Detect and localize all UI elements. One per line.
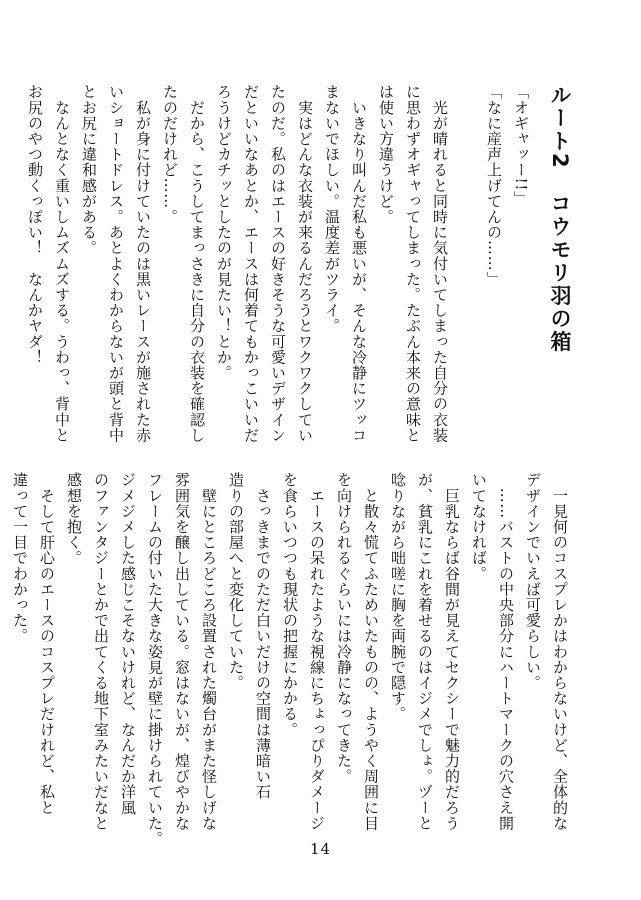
text-line: を向けられるぐらいには冷静になってきた。 [335, 472, 353, 784]
text-line: だから、こうしてまっさきに自分の衣装を確認し [188, 84, 206, 443]
text-line: いショートドレス。あとよくわからないが頭と背中 [107, 84, 125, 443]
text-line: 「なに産声上げてんの……」 [485, 84, 503, 287]
text-line: お尻のやつ動くっぽい！ なんかヤダ！ [26, 84, 44, 365]
page-number: 14 [309, 840, 332, 858]
text-line: たのだ。私のはエースの好きそうな可愛いデザイン [269, 84, 287, 443]
text-line: ジメジメした感じこそないけれど、なんだか洋風 [119, 472, 137, 816]
text-line: を食らいつつも現状の把握にかかる。 [281, 472, 299, 738]
text-line: に思わずオギャってしまった。たぶん本来の意味と [404, 84, 422, 443]
text-line: 一見何のコスプレかはわからないけど、全体的な [551, 472, 569, 831]
text-line: まないでほしい。温度差がツライ。 [323, 84, 341, 334]
text-line: 壁にところどころ設置された燭台がまた怪しげな [200, 472, 218, 831]
text-line: ろうけどカチッとしたのが見たい！とか。 [215, 84, 233, 381]
text-line: 造りの部屋へと変化していた。 [227, 472, 245, 691]
text-line: 感想を抱く。 [65, 472, 83, 566]
lower-text-block [6, 472, 573, 847]
text-line: は使い方違うけど。 [377, 84, 395, 225]
text-line: とお尻に違和感がある。 [80, 84, 98, 256]
text-line: 光が晴れると同時に気付いてしまった自分の衣装 [431, 84, 449, 443]
text-line: 巨乳ならば谷間が見えてセクシーで魅力的だろう [443, 472, 461, 831]
text-line: なんとなく重いしムズムズする。うわっ、背中と [53, 84, 71, 443]
text-line: と散々慌てふためいたものの、ようやく周囲に目 [362, 472, 380, 831]
text-line: デザインでいえば可愛らしい。 [524, 472, 542, 691]
text-line: いてなければ。 [470, 472, 488, 582]
text-line: 「オギャッー!!」 [512, 84, 530, 207]
text-line: のファンタジーとかで出てくる地下室みたいだなと [92, 472, 110, 831]
text-line: 実はどんな衣装が来るんだろうとワクワクしてい [296, 84, 314, 443]
text-line: いきなり叫んだ私も悪いが、そんな冷静にツッコ [350, 84, 368, 443]
text-line: 唸りながら咄嗟に胸を両腕で隠す。 [389, 472, 407, 722]
text-line: 私が身に付けていたのは黒いレースが施された赤 [134, 84, 152, 443]
text-line: 違って一目でわかった。 [11, 472, 29, 644]
text-line: たのだけれど……。 [161, 84, 179, 225]
text-line: エースの呆れたような視線にちょっぴりダメージ [308, 472, 326, 831]
text-line: 雰囲気を醸し出している。窓はないが、煌びやかな [173, 472, 191, 831]
text-line: ……バストの中央部分にハートマークの穴さえ開 [497, 472, 515, 831]
text-line: フレームの付いた大きな姿見が壁に掛けられていた。 [146, 472, 164, 847]
text-line: さっきまでのただ白いだけの空間は薄暗い石 [254, 472, 272, 800]
text-line: そして肝心のエースのコスプレだけれど、私と [38, 472, 56, 816]
upper-text-block [21, 84, 573, 444]
text-line: が、貧乳にこれを着せるのはイジメでしょ。ヅーと [416, 472, 434, 831]
chapter-title: ルート2 コウモリ羽の箱 [548, 84, 572, 354]
text-line: だといいなあとか、エースは何着てもかっこいいだ [242, 84, 260, 443]
